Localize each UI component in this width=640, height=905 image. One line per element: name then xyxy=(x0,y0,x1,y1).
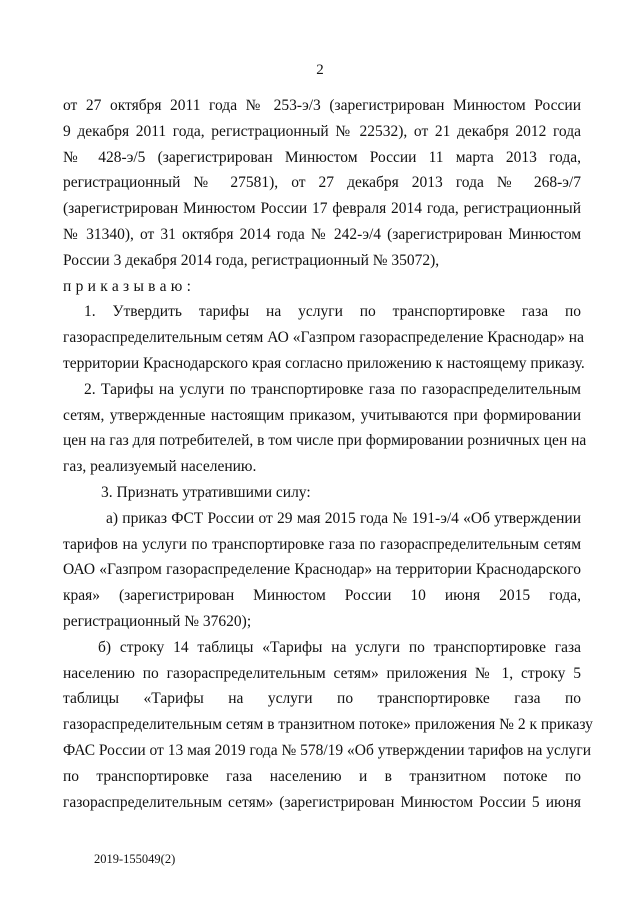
text-line: таблицы «Тарифы на услуги по транспортировке газа по xyxy=(63,690,581,708)
text-line: № 428-э/5 (зарегистрирован Минюстом России 11 марта 2013 года, xyxy=(63,148,581,166)
text-line: а) приказ ФСТ России от 29 мая 2015 года № 191-э/4 «Об утверждении xyxy=(106,509,581,527)
text-line: России 3 декабря 2014 года, регистрационный № 35072), xyxy=(63,251,440,269)
text-line: сетям, утвержденные настоящим приказом, учитываются при формировании xyxy=(63,406,581,424)
text-line: 3. Признать утратившими силу: xyxy=(101,483,311,501)
page-number: 2 xyxy=(316,62,324,78)
text-line: № 31340), от 31 октября 2014 года № 242-э/4 (зарегистрирован Минюстом xyxy=(63,225,581,243)
text-line: от 27 октября 2011 года № 253-э/3 (зарегистрирован Минюстом России xyxy=(63,97,581,114)
text-line: газораспределительным сетям АО «Газпром газораспределение Краснодар» на xyxy=(63,329,584,347)
text-line: (зарегистрирован Минюстом России 17 февраля 2014 года, регистрационный xyxy=(63,200,581,218)
document-body xyxy=(63,93,593,815)
text-line: населению по газораспределительным сетям» приложения № 1, строку 5 xyxy=(63,664,581,682)
text-line: 2. Тарифы на услуги по транспортировке газа по газораспределительным xyxy=(84,380,581,398)
text-line: газораспределительным сетям в транзитном потоке» приложения № 2 к приказу xyxy=(63,716,593,734)
text-line: ФАС России от 13 мая 2019 года № 578/19 «Об утверждении тарифов на услуги xyxy=(63,741,592,759)
text-line: 9 декабря 2011 года, регистрационный № 22532), от 21 декабря 2012 года xyxy=(63,122,581,140)
text-line: по транспортировке газа населению и в транзитном потоке по xyxy=(63,767,581,785)
text-line: газораспределительным сетям» (зарегистрирован Минюстом России 5 июня xyxy=(63,793,581,811)
footer-document-code: 2019-155049(2) xyxy=(94,852,176,866)
text-line: б) строку 14 таблицы «Тарифы на услуги по транспортировке газа xyxy=(98,638,581,656)
order-word: приказываю: xyxy=(63,277,196,295)
text-line: газ, реализуемый населению. xyxy=(63,458,257,476)
text-line: регистрационный № 27581), от 27 декабря 2013 года № 268-э/7 xyxy=(63,174,581,192)
text-line: 1. Утвердить тарифы на услуги по транспортировке газа по xyxy=(84,303,581,321)
text-line: ОАО «Газпром газораспределение Краснодар» на территории Краснодарского xyxy=(63,561,581,579)
text-line: регистрационный № 37620); xyxy=(63,612,252,630)
text-line: цен на газ для потребителей, в том числе при формировании розничных цен на xyxy=(63,432,587,450)
text-line: края» (зарегистрирован Минюстом России 10 июня 2015 года, xyxy=(63,587,581,605)
text-line: тарифов на услуги по транспортировке газа по газораспределительным сетям xyxy=(63,535,581,553)
text-line: территории Краснодарского края согласно приложению к настоящему приказу. xyxy=(63,354,585,372)
